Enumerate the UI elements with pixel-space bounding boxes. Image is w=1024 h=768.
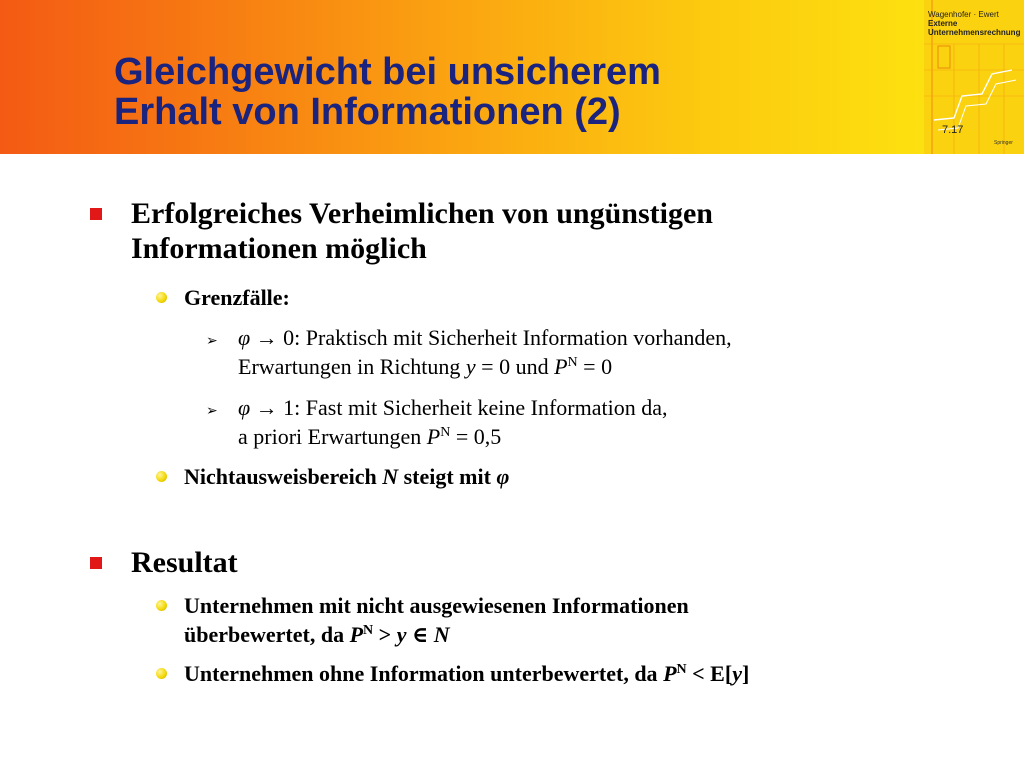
nichtausweis-text xyxy=(184,462,964,491)
variable-P: P xyxy=(554,354,568,379)
variable-P: P xyxy=(349,622,364,647)
variable-N: N xyxy=(382,464,399,489)
nichtausweis-item xyxy=(184,462,964,491)
variable-y: y xyxy=(396,622,407,647)
section1-heading-line2: Informationen möglich xyxy=(131,232,427,265)
variable-y: y xyxy=(732,661,742,686)
variable-y: y xyxy=(465,354,476,379)
unterbewertet-part3: ] xyxy=(741,661,750,686)
book-subtitle-line2: Unternehmensrechnung xyxy=(928,28,1021,37)
nichtausweis-bullet xyxy=(156,471,167,482)
case1-line1 xyxy=(238,323,958,352)
slide-title xyxy=(114,52,894,132)
case-phi-to-1 xyxy=(238,393,958,451)
right-arrow-symbol: → xyxy=(255,325,278,350)
resultat-heading: Resultat xyxy=(131,546,238,579)
section1-bullet xyxy=(90,208,102,220)
book-publisher-text xyxy=(928,10,1020,37)
phi-symbol: φ xyxy=(238,325,251,350)
ueberbewertet-part1: überbewertet, da xyxy=(184,622,350,647)
case2-line2 xyxy=(238,422,958,451)
section1-heading xyxy=(131,196,991,266)
case1-text2: Erwartungen in Richtung xyxy=(238,354,466,379)
element-of-symbol: ∈ xyxy=(406,622,434,647)
section1-heading-line1: Erfolgreiches Verheimlichen von ungünstigen xyxy=(131,197,713,230)
superscript-N: N xyxy=(440,425,451,440)
superscript-N: N xyxy=(676,662,687,677)
grenzfaelle-text: Grenzfälle: xyxy=(184,285,290,310)
case1-text3: = 0 und xyxy=(475,354,555,379)
phi-symbol: φ xyxy=(238,395,251,420)
ueberbewertet-part2: > xyxy=(373,622,397,647)
section2-heading xyxy=(131,545,991,580)
book-cover-thumbnail xyxy=(924,0,1024,154)
ueberbewertet-item xyxy=(184,591,964,649)
ueberbewertet-line2 xyxy=(184,620,964,649)
ueberbewertet-line1: Unternehmen mit nicht ausgewiesenen Informationen xyxy=(184,593,689,618)
arrow-bullet-icon: ➢ xyxy=(206,333,218,349)
slide-title-line1: Gleichgewicht bei unsicherem xyxy=(114,51,661,93)
title-banner xyxy=(0,0,1024,154)
book-authors: Wagenhofer · Ewert xyxy=(928,10,999,19)
superscript-N: N xyxy=(363,623,374,638)
variable-P: P xyxy=(426,424,441,449)
grenzfaelle-bullet xyxy=(156,292,167,303)
case1-text: 0: Praktisch mit Sicherheit Information vorhanden, xyxy=(277,325,732,350)
phi-symbol: φ xyxy=(496,464,510,489)
ueberbewertet-bullet xyxy=(156,600,167,611)
arrow-bullet-icon: ➢ xyxy=(206,403,218,419)
case2-text2: a priori Erwartungen xyxy=(238,424,427,449)
case2-line1 xyxy=(238,393,958,422)
variable-P: P xyxy=(663,661,677,686)
slide-title-line2: Erhalt von Informationen (2) xyxy=(114,91,621,133)
unterbewertet-part1: Unternehmen ohne Information unterbewertet, da xyxy=(184,661,664,686)
grenzfaelle-item xyxy=(184,283,964,312)
book-subtitle-line1: Externe xyxy=(928,19,958,28)
nichtausweis-part2: steigt mit xyxy=(398,464,497,489)
right-arrow-symbol: → xyxy=(255,395,278,420)
unterbewertet-bullet xyxy=(156,668,167,679)
nichtausweis-part1: Nichtausweisbereich xyxy=(184,464,383,489)
section2-bullet xyxy=(90,557,102,569)
book-imprint: Springer xyxy=(994,140,1013,146)
case-phi-to-0 xyxy=(238,323,958,381)
unterbewertet-item xyxy=(184,659,964,688)
slide-number: 7.17 xyxy=(942,124,964,136)
unterbewertet-text xyxy=(184,659,964,688)
case2-text: 1: Fast mit Sicherheit keine Information da, xyxy=(277,395,668,420)
variable-N: N xyxy=(433,622,450,647)
case2-text3: = 0,5 xyxy=(450,424,502,449)
superscript-N: N xyxy=(567,355,578,370)
case1-text4: = 0 xyxy=(577,354,613,379)
case1-line2 xyxy=(238,352,958,381)
unterbewertet-part2: < E[ xyxy=(686,661,733,686)
